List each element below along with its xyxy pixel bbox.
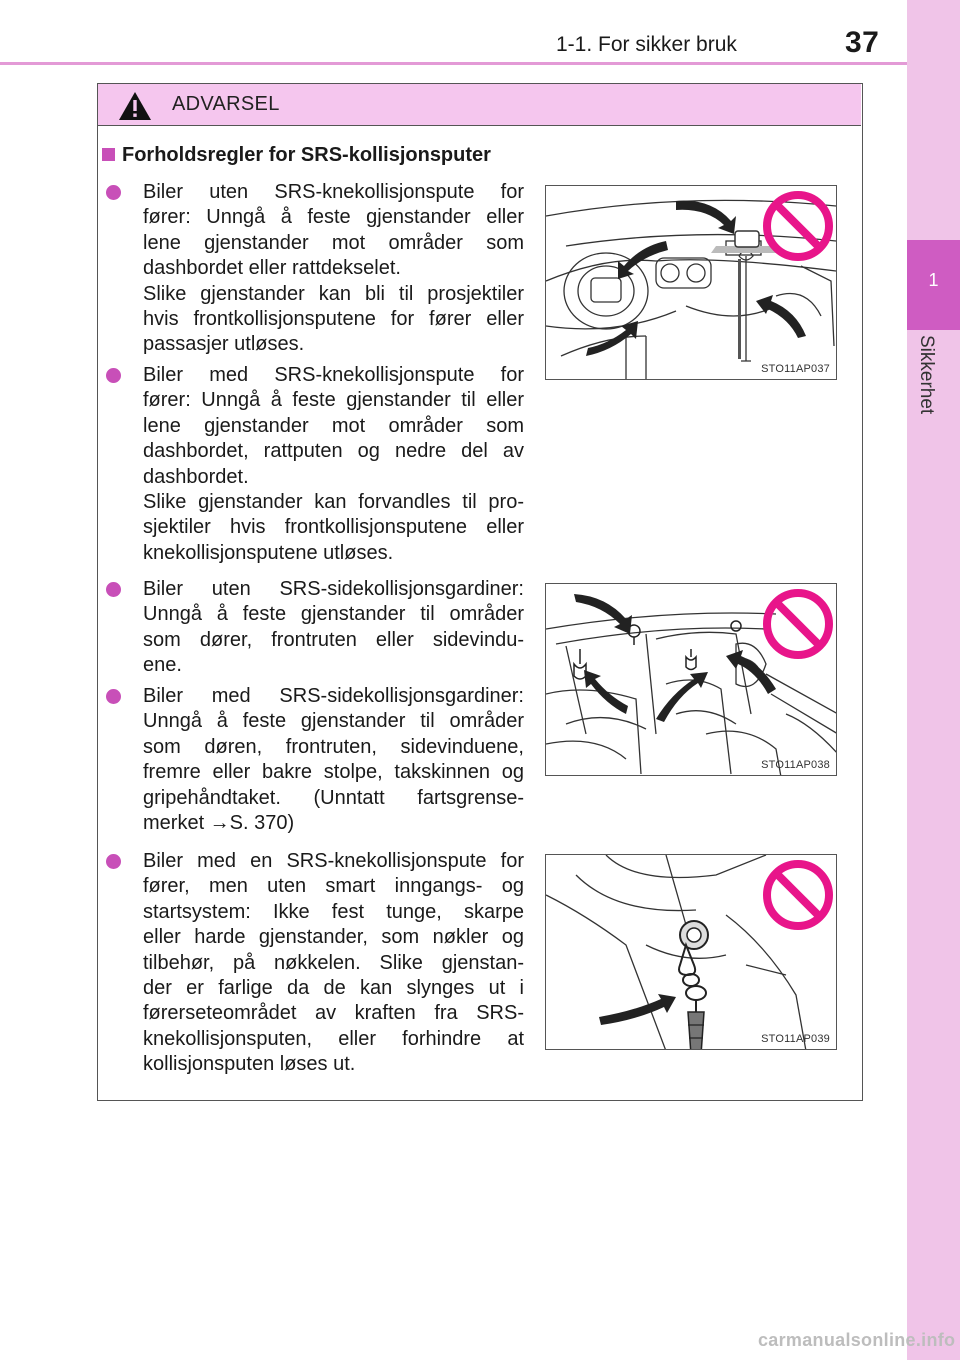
- chapter-label: [917, 335, 957, 435]
- text-line: ene.: [143, 654, 182, 677]
- text-line: knekollisjonsputene utløses.: [143, 541, 394, 564]
- text-line: dashbordet eller rattdekselet.: [143, 257, 401, 280]
- list-item: [106, 684, 524, 836]
- page-number: 37: [845, 26, 880, 59]
- item-text: [143, 180, 524, 358]
- text-line: Biler med en SRS-knekollisjonspute for: [143, 850, 524, 872]
- figure-code: STO11AP038: [761, 759, 830, 771]
- text-line: som dører, frontruten eller sidevindu-: [143, 628, 524, 651]
- text-line: fører: Unngå å feste gjenstander til eller: [143, 389, 524, 412]
- square-bullet-icon: [102, 148, 115, 161]
- prohibition-icon: [767, 195, 829, 257]
- cabin-illustration: [546, 584, 837, 776]
- figure-code: STO11AP037: [761, 363, 830, 375]
- list-item: [106, 363, 524, 566]
- text-line: Unngå å feste gjenstander til områder: [143, 603, 524, 626]
- text-line: der er farlige da de kan slynges ut i: [143, 977, 524, 1000]
- figure-dashboard: [545, 185, 837, 380]
- key-illustration: [546, 855, 837, 1050]
- text-line: fremre eller bakre stolpe, takskinnen og: [143, 761, 524, 784]
- text-line: dashbordet.: [143, 465, 249, 488]
- text-line: lene gjenstander mot områder som: [143, 414, 524, 437]
- chapter-label-text: Sikkerhet: [916, 335, 937, 415]
- item-text: [143, 849, 524, 1078]
- bullet-icon: [106, 368, 121, 383]
- list-item: [106, 180, 524, 358]
- subheading-text: Forholdsregler for SRS-kollisjonsputer: [122, 144, 491, 166]
- text-line: Unngå å feste gjenstander til områder: [143, 710, 524, 733]
- item-text: [143, 577, 524, 679]
- section-title: 1-1. For sikker bruk: [556, 33, 737, 56]
- text-line: Biler uten SRS-sidekollisjonsgardiner:: [143, 578, 524, 600]
- figure-key: [545, 854, 837, 1050]
- text-line: eller harde gjenstander, som nøkler og: [143, 926, 524, 949]
- text-line: Slike gjenstander kan bli til prosjektiler: [143, 282, 524, 305]
- text-line: gripehåndtaket. (Unntatt fartsgrense-: [143, 786, 524, 809]
- text-line: fører, men uten smart inngangs- og: [143, 875, 524, 898]
- text-line: førerseteområdet av kraften fra SRS-: [143, 1002, 524, 1025]
- text-line: Slike gjenstander kan forvandles til pro-: [143, 491, 524, 514]
- text-line: dashbordet, rattputen og nedre del av: [143, 440, 524, 463]
- figure-cabin: [545, 583, 837, 776]
- item-text: [143, 363, 524, 566]
- bullet-icon: [106, 582, 121, 597]
- text-line: passasjer utløses.: [143, 333, 305, 356]
- chapter-number: 1: [928, 270, 939, 290]
- warning-header: [98, 84, 861, 126]
- figure-code: STO11AP039: [761, 1033, 830, 1045]
- text-line: Biler uten SRS-knekollisjonspute for: [143, 181, 524, 203]
- text-line: tilbehør, på nøkkelen. Slike gjenstan-: [143, 951, 524, 974]
- footer-watermark[interactable]: carmanualsonline.info: [758, 1330, 956, 1350]
- bullet-icon: [106, 854, 121, 869]
- text-line: startsystem: Ikke fest tunge, skarpe: [143, 900, 524, 923]
- text-line: sjektiler hvis frontkollisjonsputene eller: [143, 516, 524, 539]
- text-line: Biler med SRS-sidekollisjonsgardiner:: [143, 685, 524, 707]
- prohibition-icon: [767, 864, 829, 926]
- text-line: fører: Unngå å feste gjenstander eller: [143, 206, 524, 229]
- warning-triangle-icon: [118, 91, 152, 121]
- text-line: merket →S. 370): [143, 812, 295, 835]
- prohibition-icon: [767, 593, 829, 655]
- bullet-icon: [106, 185, 121, 200]
- subheading: [102, 144, 491, 167]
- dashboard-illustration: [546, 186, 837, 380]
- list-item: [106, 577, 524, 679]
- bullet-icon: [106, 689, 121, 704]
- warning-title: ADVARSEL: [172, 93, 280, 115]
- item-text: [143, 684, 524, 836]
- text-line: knekollisjonsputen, eller forhindre at: [143, 1027, 524, 1050]
- list-item: [106, 849, 524, 1078]
- text-line: lene gjenstander mot områder som: [143, 231, 524, 254]
- text-line: som døren, frontruten, sidevinduene,: [143, 735, 524, 758]
- chapter-tab-strip: [907, 0, 960, 1360]
- text-line: hvis frontkollisjonsputene for fører eller: [143, 308, 524, 331]
- header-rule: [0, 62, 907, 65]
- text-line: kollisjonsputen løses ut.: [143, 1053, 356, 1076]
- text-line: Biler med SRS-knekollisjonspute for: [143, 364, 524, 386]
